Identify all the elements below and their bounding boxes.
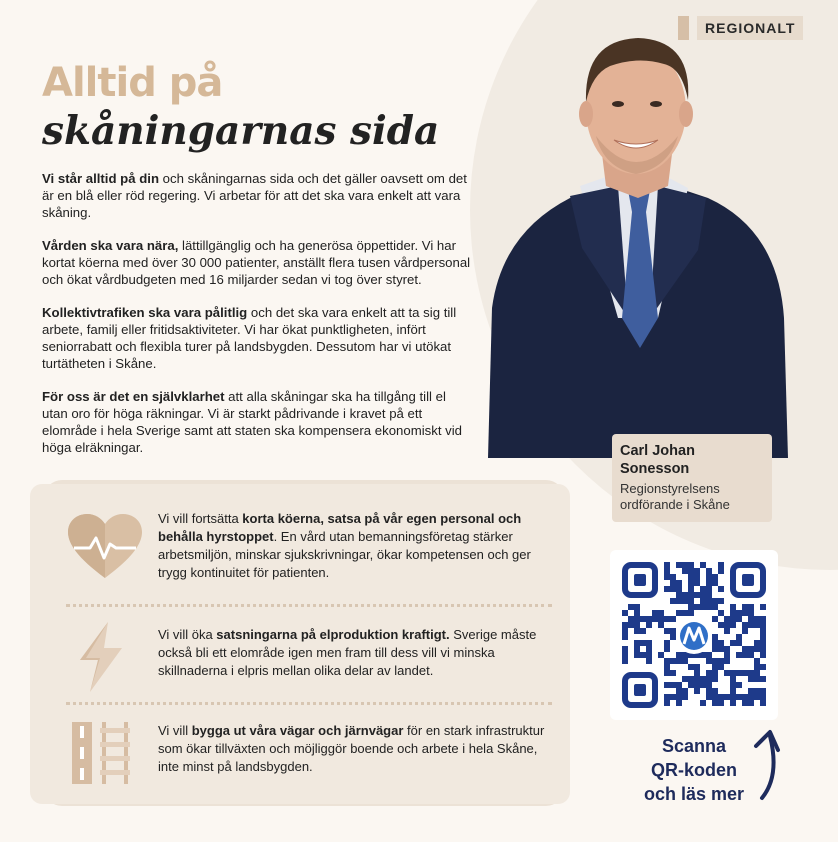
divider	[66, 604, 552, 607]
paragraph-lead: Kollektivtrafiken ska vara pålitlig	[42, 305, 248, 320]
paragraph-lead: För oss är det en självklarhet	[42, 389, 225, 404]
article-body	[42, 170, 472, 472]
paragraph-lead: Vi står alltid på din	[42, 171, 160, 186]
lightning-icon	[78, 622, 124, 697]
pledge-bold: satsningarna på elproduktion kraftigt.	[216, 627, 450, 642]
person-role-line-1: Regionstyrelsens	[620, 481, 720, 496]
paragraph-text: och skåningarnas sida och det gäller oavsett om det är en blå eller röd regering. Vi arbetar för att det ska vara enkelt att vara skåning.	[42, 171, 467, 220]
pledge-bold: bygga ut våra vägar och järnvägar	[191, 723, 404, 738]
pledge-text	[158, 626, 550, 680]
person-role	[620, 481, 764, 513]
pledge-bold: korta köerna, satsa på vår egen personal och behålla hyrstoppet	[158, 511, 522, 544]
portrait-photo	[478, 18, 788, 458]
qr-code-graphic	[610, 550, 778, 720]
pledge-post: Sverige måste också bli ett elområde igen men fram till dess vill vi minska skillnaderna i elpris mellan olika delar av landet.	[158, 627, 537, 678]
road-rail-icon	[72, 722, 134, 789]
pledge-post: för en stark infrastruktur som ökar tillväxten och möjliggör boende och arbete i hela Skåne, inte minst på landsbygden.	[158, 723, 545, 774]
paragraph-text: och det ska vara enkelt att ta sig till arbete, familj eller fritidsaktiviteter. Vi har ökat punktligheten, infört seniorrabatt och flexibla turer på landsbygden. Dessutom har vi utökat turtätheten i Skåne.	[42, 305, 457, 371]
person-role-line-2: ordförande i Skåne	[620, 497, 730, 512]
paragraph	[42, 170, 472, 221]
person-name-line-2: Sonesson	[620, 461, 690, 477]
qr-cta-line-2: QR-koden	[650, 760, 737, 780]
paragraph-lead: Vården ska vara nära,	[42, 238, 179, 253]
pledges-panel	[30, 484, 570, 804]
pledge-text	[158, 510, 550, 582]
pledge-pre: Vi vill öka	[158, 627, 217, 642]
pledge-post: . En vård utan bemanningsföretag stärker arbetsmiljön, minskar sjukskrivningar, ökar kompetensen och ger trygg kontinuitet för patienten.	[158, 529, 531, 580]
paragraph	[42, 304, 472, 372]
qr-cta-line-1: Scanna	[661, 736, 727, 756]
headline-line-1: Alltid på	[42, 60, 223, 106]
paragraph-text: att alla skåningar ska ha tillgång till el utan oro för höga räkningar. Vi är starkt pådrivande i kravet på ett elområde i hela Sverige samt att staten ska kompensera ekonomiskt vid höga elräkningar.	[42, 389, 463, 455]
qr-code[interactable]	[610, 550, 778, 720]
person-name-line-1: Carl Johan	[620, 443, 695, 459]
pledge-pre: Vi vill fortsätta	[158, 511, 243, 526]
paragraph-text: lättillgänglig och ha generösa öppettider. Vi har kortat köerna med över 30 000 patienter, anställt flera tusen vårdpersonal och ökat vårdbudgeten med 16 miljarder sedan vi tog över styret.	[42, 238, 471, 287]
paragraph	[42, 388, 472, 456]
tag-label: REGIONALT	[697, 16, 803, 40]
portrait-illustration	[478, 18, 788, 458]
heart-pulse-icon	[68, 514, 142, 585]
qr-cta-line-3: och läs mer	[643, 784, 745, 804]
paragraph	[42, 237, 472, 288]
headline-line-2: skåningarnas sida	[42, 108, 440, 154]
curved-arrow-icon	[744, 726, 784, 802]
divider	[66, 702, 552, 705]
pledge-pre: Vi vill	[158, 723, 192, 738]
pledge-text	[158, 722, 550, 776]
person-caption	[612, 434, 772, 522]
